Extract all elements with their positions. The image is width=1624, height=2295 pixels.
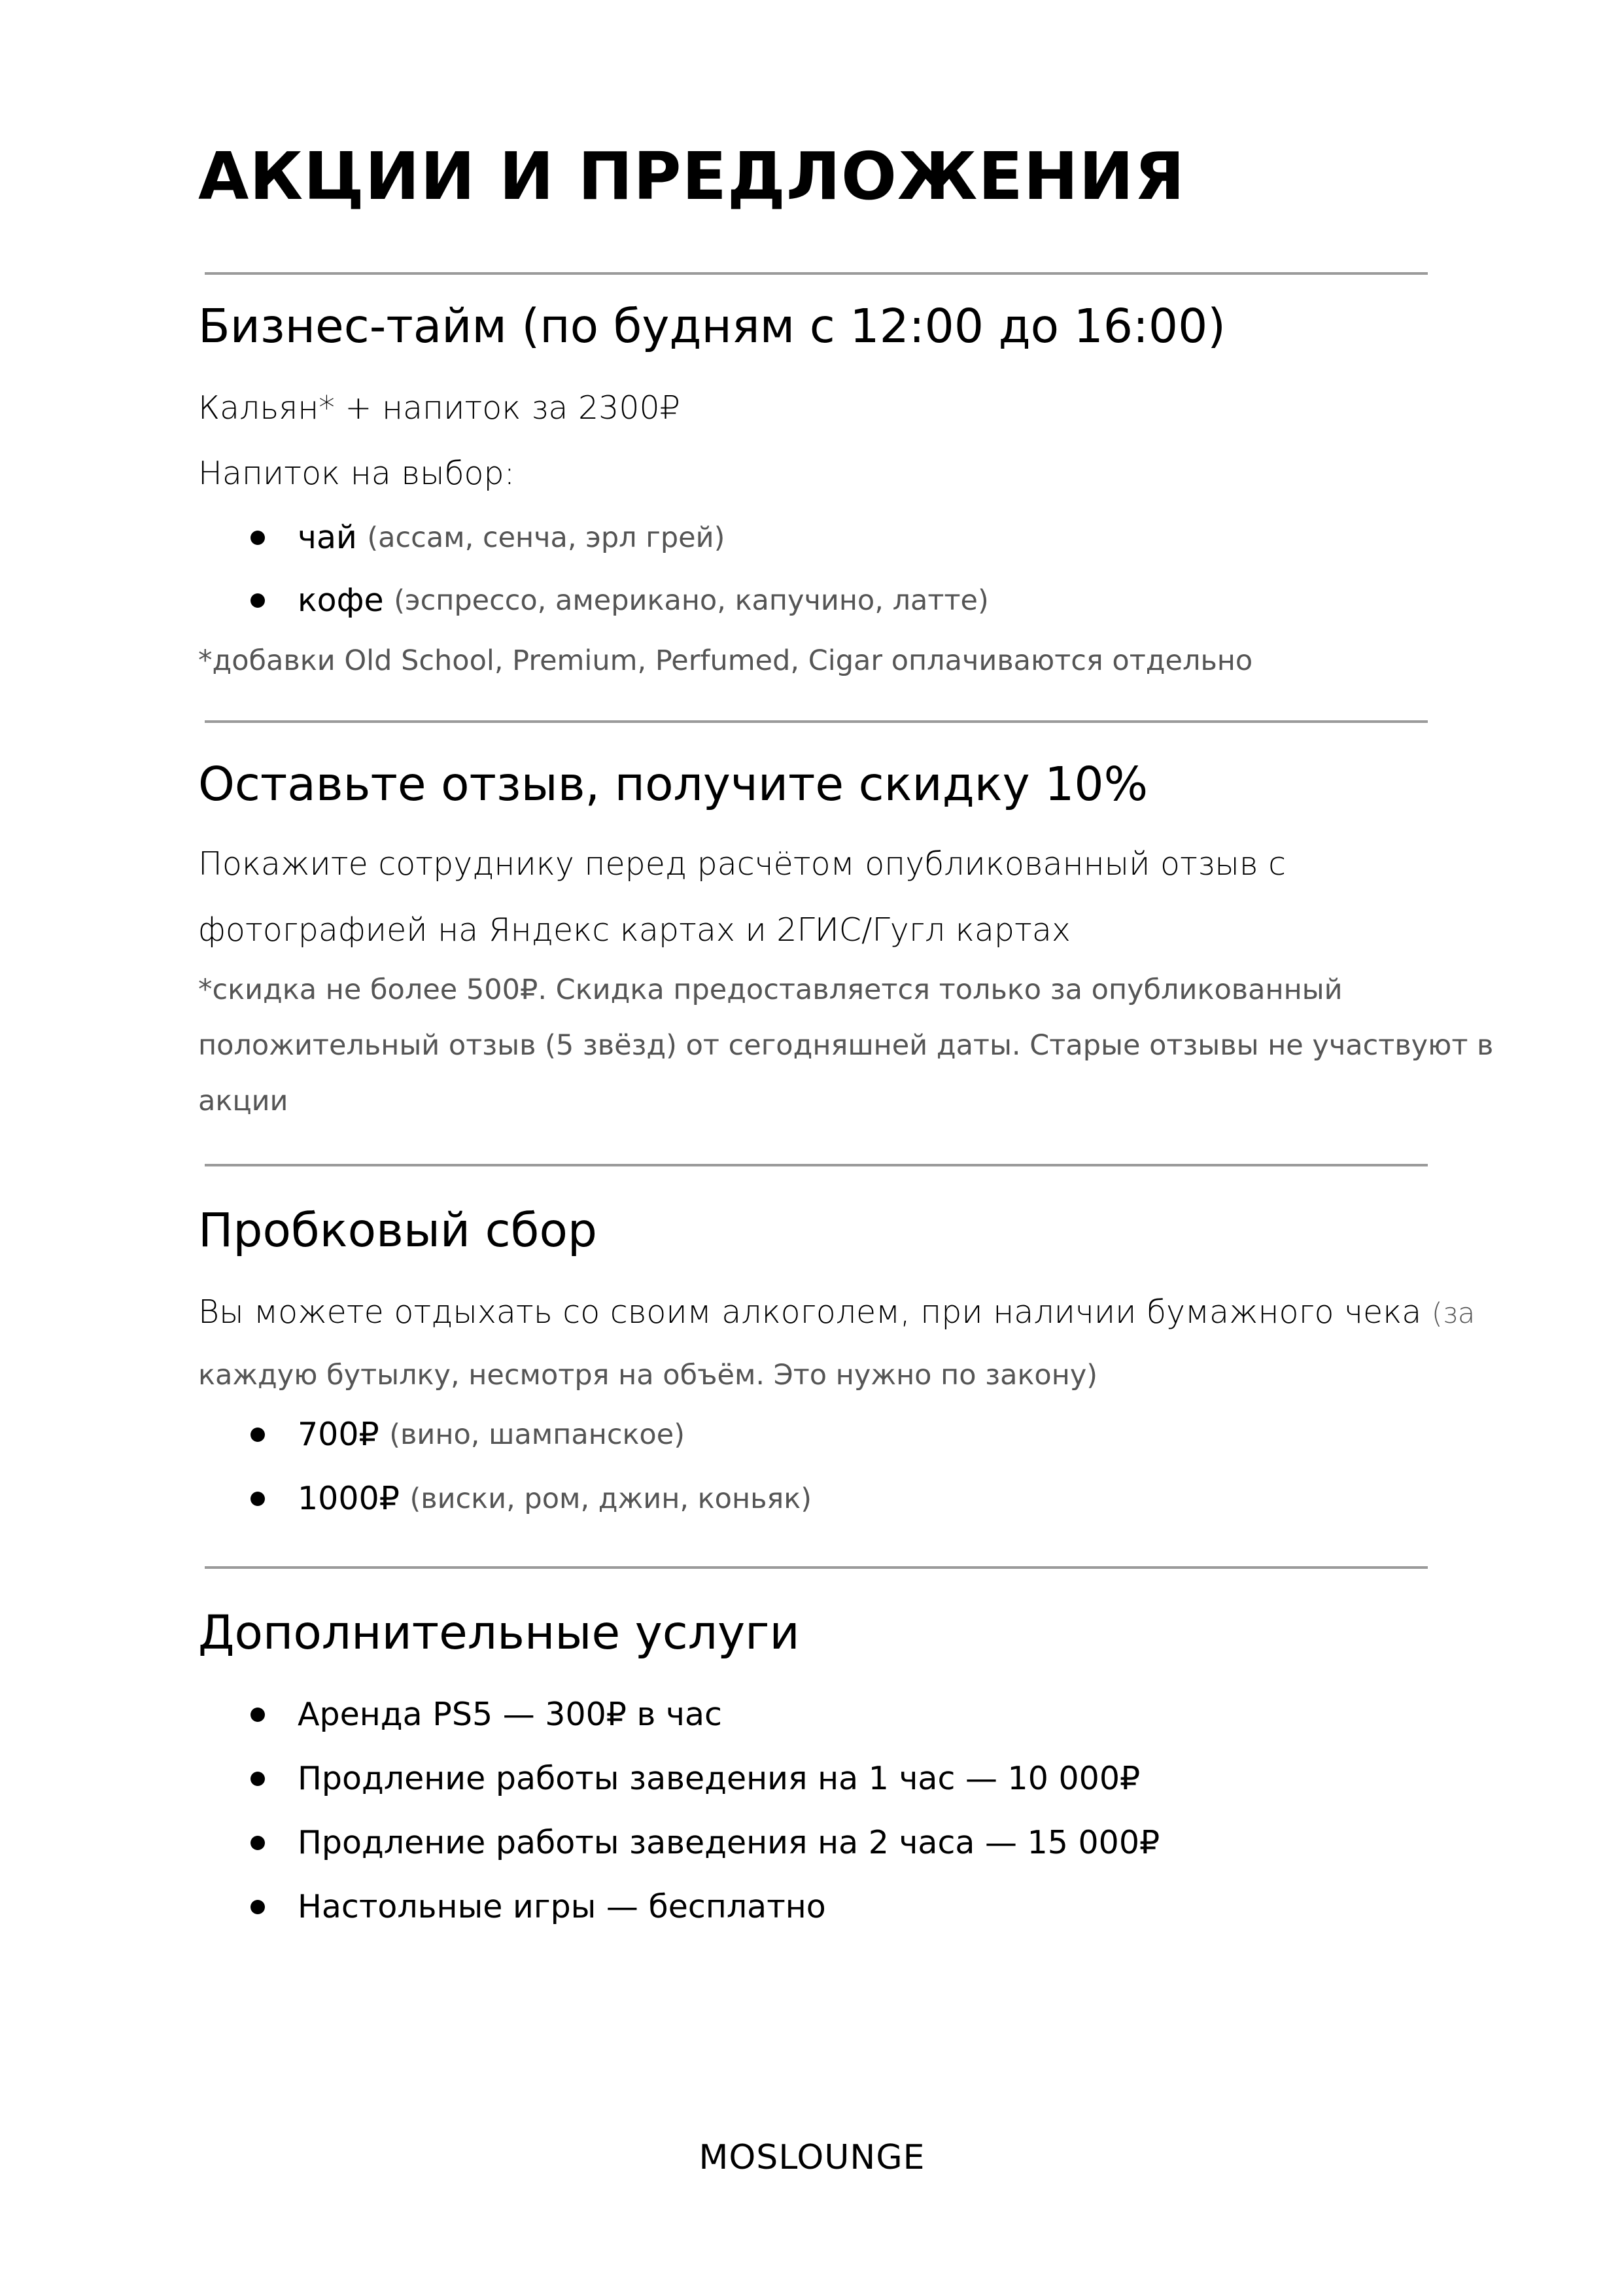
divider (205, 1164, 1428, 1166)
list-item-detail: (виски, ром, джин, коньяк) (409, 1482, 812, 1515)
corkage-text-small: (за (1431, 1297, 1476, 1330)
footnote-line-1: *скидка не более 500₽. Скидка предоставляется только за опубликованный (198, 973, 1343, 1006)
corkage-text-line-2: каждую бутылку, несмотря на объём. Это нужно по закону) (198, 1359, 1098, 1392)
list-item-detail: (ассам, сенча, эрл грей) (367, 521, 725, 554)
section-title-corkage: Пробковый сбор (198, 1203, 597, 1257)
review-text-line-1: Покажите сотруднику перед расчётом опубликованный отзыв с (198, 845, 1287, 883)
bullet-icon (251, 1772, 265, 1786)
list-item-detail: (вино, шампанское) (389, 1418, 685, 1451)
list-item-detail: (эспрессо, американо, капучино, латте) (394, 584, 989, 617)
list-item (251, 1759, 1140, 1798)
bullet-icon (251, 531, 265, 545)
corkage-text-line-1 (198, 1293, 1475, 1333)
footnote-line-2: положительный отзыв (5 звёзд) от сегодняшней даты. Старые отзывы не участвуют в (198, 1029, 1494, 1062)
list-item-text: Продление работы заведения на 1 час — 10 000₽ (298, 1760, 1141, 1797)
bullet-icon (251, 1836, 265, 1850)
bullet-icon (251, 1708, 265, 1722)
list-item-main: 1000₽ (298, 1480, 400, 1517)
section-title-review-discount: Оставьте отзыв, получите скидку 10% (198, 757, 1149, 811)
bullet-icon (251, 1900, 265, 1914)
list-item-main: чай (298, 519, 357, 556)
bullet-icon (251, 593, 265, 608)
review-text-line-2: фотографией на Яндекс картах и 2ГИС/Гугл картах (198, 911, 1071, 949)
list-item-main: 700₽ (298, 1416, 379, 1453)
list-item (251, 1695, 722, 1734)
divider (205, 1566, 1428, 1569)
bullet-icon (251, 1492, 265, 1506)
list-item (251, 581, 989, 620)
list-item (251, 1479, 812, 1518)
list-item (251, 1415, 685, 1454)
page-title: АКЦИИ И ПРЕДЛОЖЕНИЯ (198, 138, 1186, 215)
divider (205, 720, 1428, 723)
list-item (251, 518, 725, 557)
list-item-text: Настольные игры — бесплатно (298, 1888, 826, 1925)
footnote-line-3: акции (198, 1085, 288, 1117)
drink-choice-label: Напиток на выбор: (198, 455, 515, 492)
list-item (251, 1823, 1160, 1863)
list-item-main: кофе (298, 582, 384, 619)
divider (205, 272, 1428, 275)
section-title-extra-services: Дополнительные услуги (198, 1605, 800, 1660)
list-item (251, 1887, 826, 1927)
offer-text: Кальян* + напиток за 2300₽ (198, 389, 680, 427)
corkage-text-main: Вы можете отдыхать со своим алкоголем, при наличии бумажного чека (198, 1293, 1422, 1331)
footnote: *добавки Old School, Premium, Perfumed, Cigar оплачиваются отдельно (198, 644, 1253, 677)
list-item-text: Аренда PS5 — 300₽ в час (298, 1696, 722, 1733)
bullet-icon (251, 1428, 265, 1442)
section-title-business-time: Бизнес-тайм (по будням с 12:00 до 16:00) (198, 299, 1226, 353)
list-item-text: Продление работы заведения на 2 часа — 15 000₽ (298, 1824, 1160, 1861)
footer-brand: MOSLOUNGE (699, 2138, 925, 2177)
